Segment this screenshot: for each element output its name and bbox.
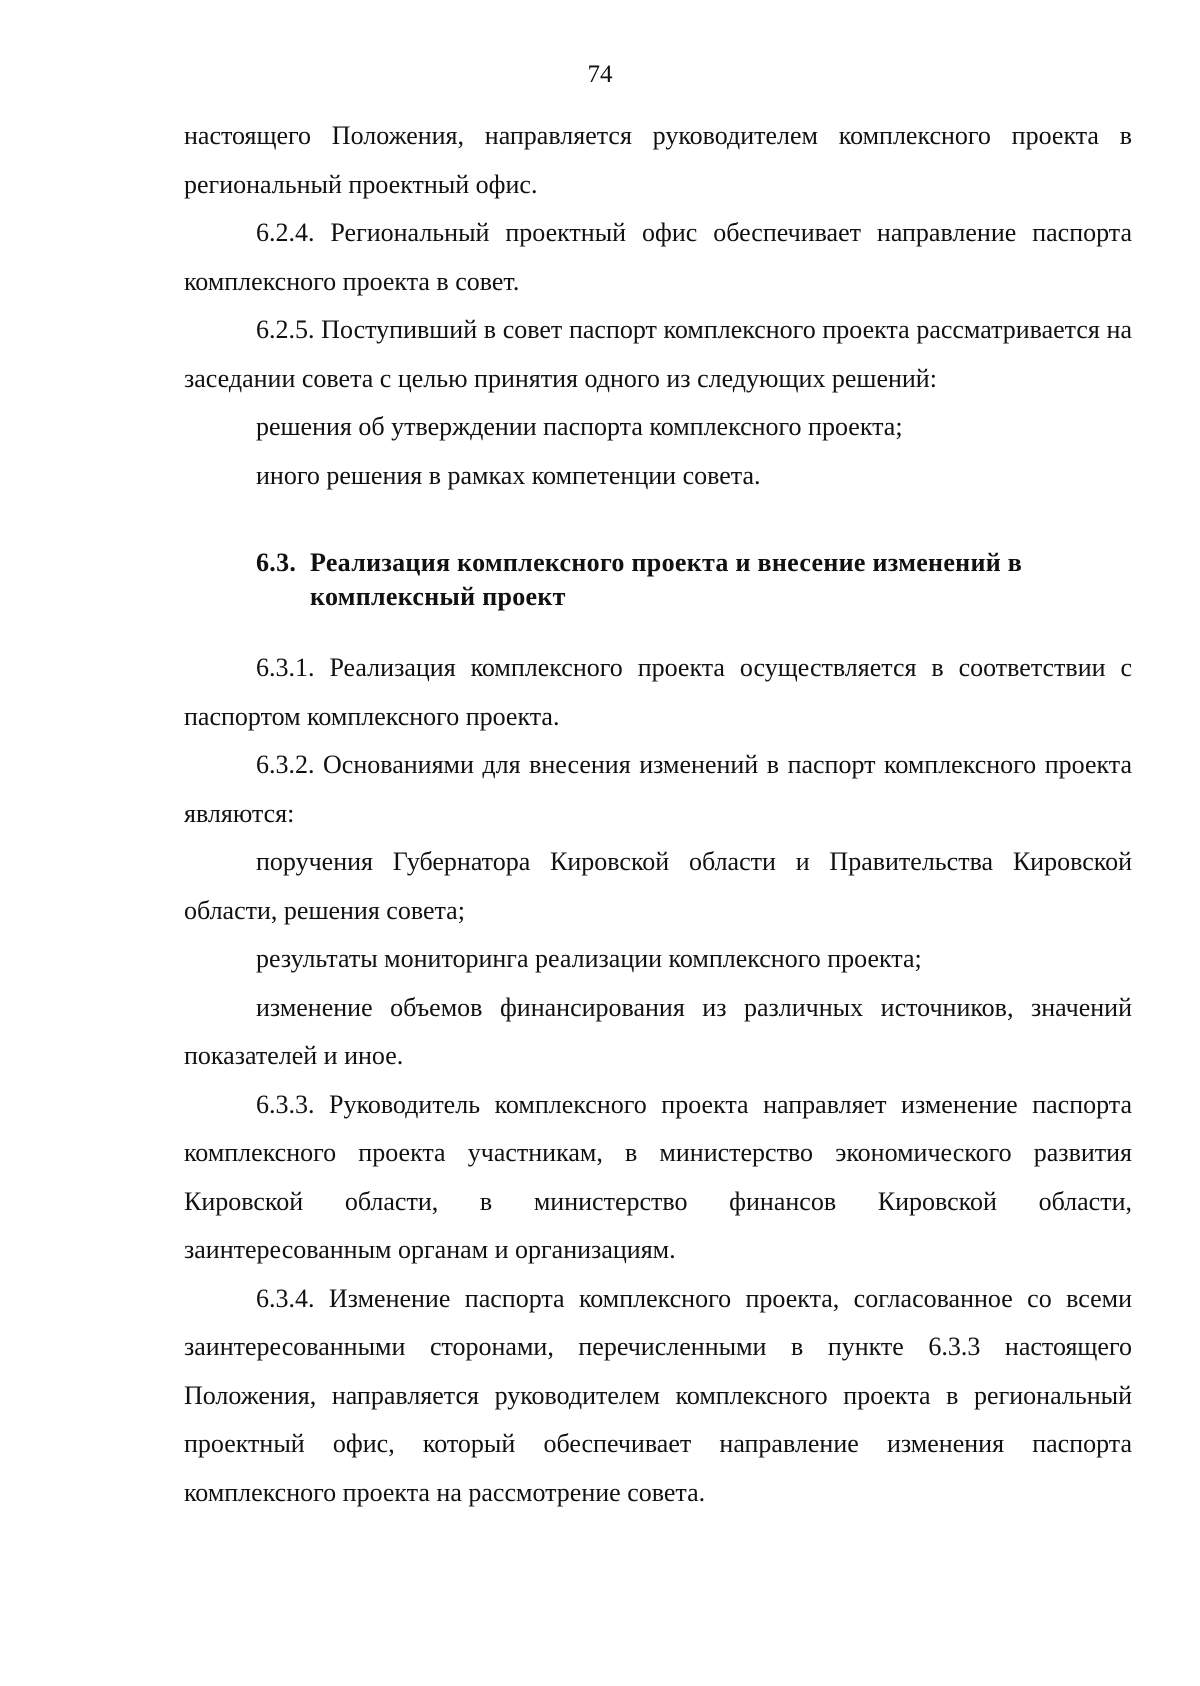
list-item: решения об утверждении паспорта комплексного проекта; (256, 412, 903, 441)
paragraph: 6.3.1. Реализация комплексного проекта осуществляется в соответствии с паспортом комплексного проекта. (184, 653, 1132, 731)
paragraph: 6.2.4. Региональный проектный офис обеспечивает направление паспорта комплексного проекта в совет. (184, 218, 1132, 296)
document-body (184, 112, 1132, 1517)
section-heading-title-line-2: комплексный проект (310, 582, 566, 611)
list-item: поручения Губернатора Кировской области и Правительства Кировской области, решения совета; (184, 847, 1132, 925)
section-heading (256, 546, 1132, 614)
paragraph: настоящего Положения, направляется руководителем комплексного проекта в региональный проектный офис. (184, 121, 1132, 199)
paragraph: 6.3.4. Изменение паспорта комплексного проекта, согласованное со всеми заинтересованными сторонами, перечисленными в пункте 6.3.3 настоящего Положения, направляется руководителем комплексного проекта в региональный проектный офис, который обеспечивает направление изменения паспорта комплексного проекта на рассмотрение совета. (184, 1283, 1132, 1507)
page-number: 74 (587, 61, 613, 88)
list-item: изменение объемов финансирования из различных источников, значений показателей и иное. (184, 992, 1132, 1070)
paragraph: 6.3.3. Руководитель комплексного проекта направляет изменение паспорта комплексного проекта участникам, в министерство экономического развития Кировской области, в министерство финансов Кировской области, заинтересованным органам и организациям. (184, 1089, 1132, 1264)
section-heading-title-line-1: Реализация комплексного проекта и внесение изменений в (310, 548, 1023, 577)
paragraph: 6.3.2. Основаниями для внесения изменений в паспорт комплексного проекта являются: (184, 750, 1132, 828)
section-heading-number: 6.3. (256, 548, 297, 577)
list-item: иного решения в рамках компетенции совета. (256, 460, 761, 490)
paragraph: 6.2.5. Поступивший в совет паспорт комплексного проекта рассматривается на заседании совета с целью принятия одного из следующих решений: (184, 315, 1132, 393)
list-item: результаты мониторинга реализации комплексного проекта; (256, 944, 922, 973)
